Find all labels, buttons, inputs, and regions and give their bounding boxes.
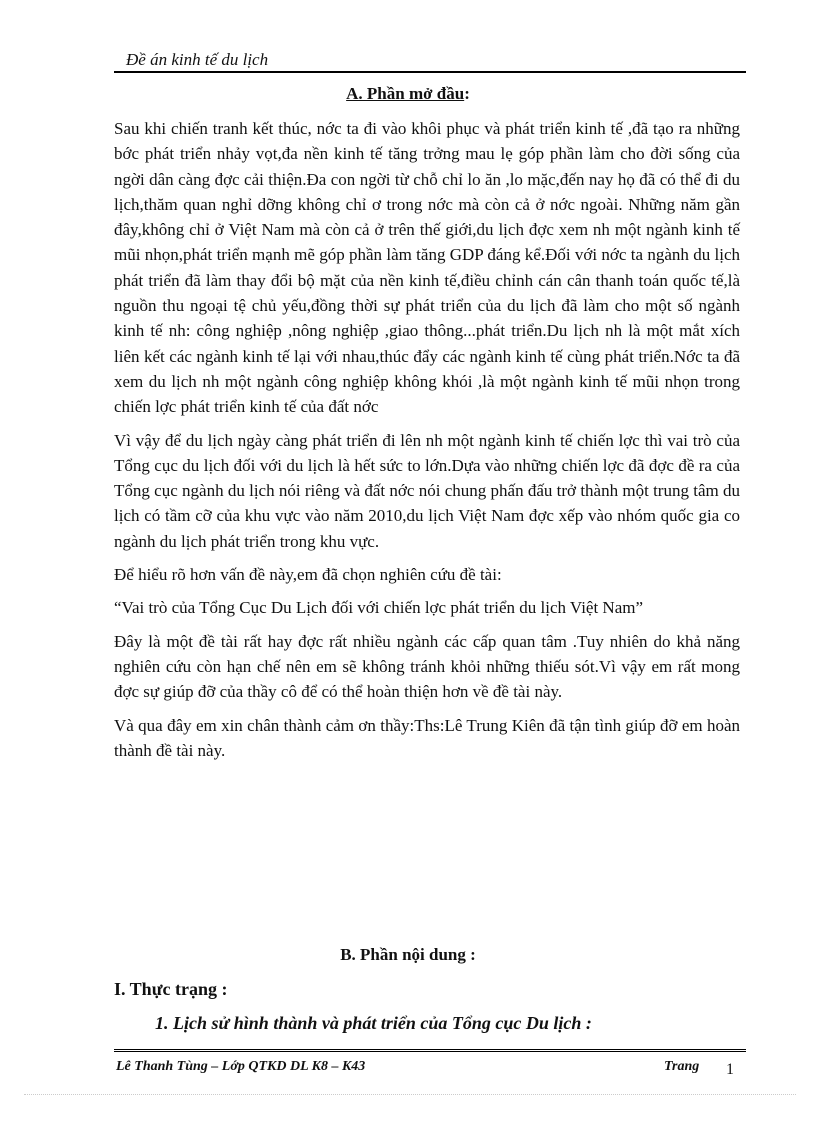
paragraph: Sau khi chiến tranh kết thúc, nớc ta đi vào khôi phục và phát triển kinh tế ,đã tạo ra những bớc phát triển nhảy vọt,đa nền kinh tế tăng trởng mau lẹ góp phần làm cho đời sống của ngời dân càng đợc cải thiện.Đa con ngời từ chỗ chỉ lo ăn ,lo mặc,đến nay họ đã có thể đi du lịch,thăm quan nghỉ dỡng không chỉ ơ trong nớc mà còn cả ở nớc ngoài. Những năm gần đây,không chỉ ở Việt Nam mà còn cả ở trên thế giới,du lịch đợc xem nh một ngành kinh tế mũi nhọn,phát triển mạnh mẽ góp phần làm tăng GDP đáng kể.Đối với nớc ta ngành du lịch phát triển đã làm thay đổi bộ mặt của nền kinh tế,điều chỉnh cán cân thanh toán quốc tế,là nguồn thu ngoại tệ chủ yếu,đồng thời sự phát triển của du lịch đã làm cho một số ngành kinh tế nh: công nghiệp ,nông nghiệp ,giao thông...phát triển.Du lịch nh là một mắt xích liên kết các ngành kinh tế lại với nhau,thúc đẩy các ngành kinh tế cùng phát triển.Nớc ta đã xem du lịch nh một ngành công nghiệp không khói ,là một ngành kinh tế mũi nhọn trong chiến lợc phát triển kinh tế của đất nớc — [114, 119, 740, 417]
footer-rule — [114, 1049, 746, 1052]
section-i-heading: I. Thực trạng : — [114, 979, 228, 999]
section-a-title: A. Phần mở đầu — [346, 84, 465, 103]
header-rule — [114, 71, 746, 73]
section-a-suffix: : — [464, 84, 470, 103]
paragraph: Để hiểu rõ hơn vấn đề này,em đã chọn nghiên cứu đề tài: — [114, 565, 502, 585]
footer-page-label: Trang — [664, 1059, 700, 1074]
header-title: Đề án kinh tế du lịch — [126, 50, 269, 69]
topic-quote: “Vai trò của Tổng Cục Du Lịch đối với chiến lợc phát triển du lịch Việt Nam” — [114, 598, 644, 618]
paragraph: Vì vậy để du lịch ngày càng phát triển đi lên nh một ngành kinh tế chiến lợc thì vai trò của Tổng cục du lịch đối với du lịch là hết sức to lớn.Dựa vào những chiến lợc đã đợc đề ra của Tổng cục ngành du lịch nói riêng và đất nớc nói chung phấn đấu trở thành một trung tâm du lịch có tầm cỡ của khu vực vào năm 2010,du lịch Việt Nam đợc xếp vào nhóm quốc gia co ngành du lịch phát triển trong khu vực. — [114, 430, 740, 551]
page-bottom-dotted-line — [24, 1094, 796, 1095]
intro-body — [114, 116, 740, 771]
section-a-heading — [0, 84, 816, 104]
subsection-1-heading: 1. Lịch sử hình thành và phát triển của Tổng cục Du lịch : — [155, 1013, 592, 1033]
paragraph: Và qua đây em xin chân thành cảm ơn thầy:Ths:Lê Trung Kiên đã tận tình giúp đỡ em hoàn thành đề tài này. — [114, 715, 740, 760]
paragraph: Đây là một đề tài rất hay đợc rất nhiều ngành các cấp quan tâm .Tuy nhiên do khả năng nghiên cứu còn hạn chế nên em sẽ không tránh khỏi những thiếu sót.Vì vậy em rất mong đợc sự giúp đỡ của thầy cô để có thể hoàn thiện hơn về đề tài này. — [114, 631, 740, 702]
section-b-heading: B. Phần nội dung : — [340, 945, 476, 964]
page-number: 1 — [726, 1061, 734, 1078]
footer-author: Lê Thanh Tùng – Lớp QTKD DL K8 – K43 — [116, 1059, 366, 1074]
